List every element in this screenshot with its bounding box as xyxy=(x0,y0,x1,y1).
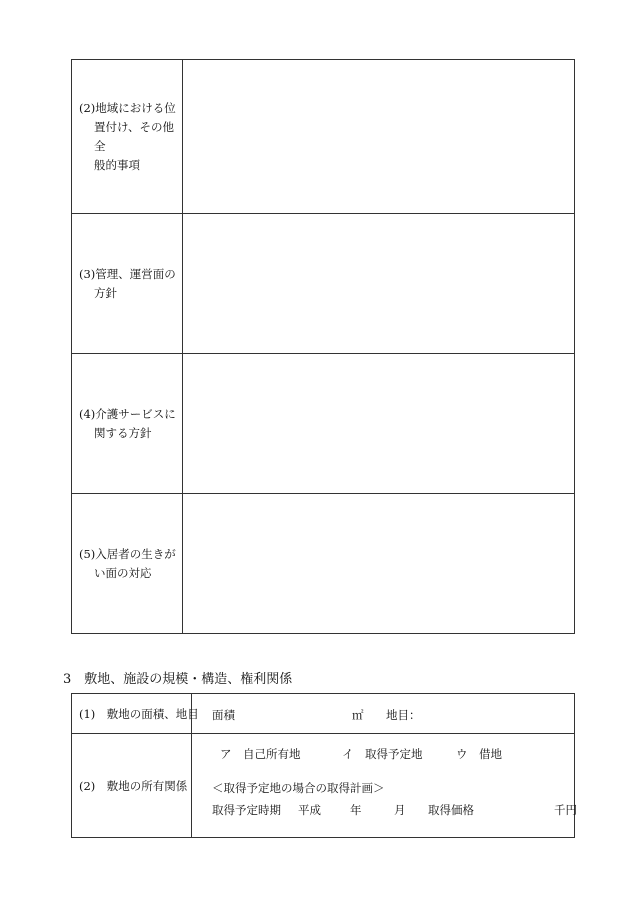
acquisition-period-label: 取得予定時期 xyxy=(212,803,281,817)
month-label: 月 xyxy=(394,803,406,817)
price-label: 取得価格 xyxy=(428,803,474,817)
option-planned-acquisition[interactable]: イ 取得予定地 xyxy=(342,747,423,761)
table-row xyxy=(72,694,575,734)
option-own-land[interactable]: ア 自己所有地 xyxy=(220,747,301,761)
table-row xyxy=(72,214,575,354)
table-row xyxy=(72,494,575,634)
table-row xyxy=(72,354,575,494)
site-ownership-cell xyxy=(192,734,575,838)
section-title: 3 敷地、施設の規模・構造、権利関係 xyxy=(63,672,293,687)
row-label-management-policy: (3)管理、運営面の 方針 xyxy=(72,214,183,354)
site-ownership-label: (2) 敷地の所有関係 xyxy=(72,734,192,838)
acquisition-plan-heading: ＜取得予定地の場合の取得計画＞ xyxy=(212,781,385,795)
row-content-management-policy[interactable] xyxy=(183,214,575,354)
area-unit: ㎡ xyxy=(352,708,364,722)
option-leased-land[interactable]: ウ 借地 xyxy=(456,747,502,761)
upper-policy-table xyxy=(71,59,575,634)
row-label-resident-life: (5)入居者の生きが い面の対応 xyxy=(72,494,183,634)
site-area-label: (1) 敷地の面積、地目 xyxy=(72,694,192,734)
site-area-cell[interactable] xyxy=(192,694,575,734)
land-category-label: 地目： xyxy=(386,708,421,722)
site-table xyxy=(71,693,575,838)
row-content-regional-position[interactable] xyxy=(183,60,575,214)
row-label-regional-position: (2)地域における位 置付け、その他全 般的事項 xyxy=(72,60,183,214)
table-row xyxy=(72,734,575,838)
table-row xyxy=(72,60,575,214)
row-label-care-service-policy: (4)介護サービスに 関する方針 xyxy=(72,354,183,494)
year-label: 年 xyxy=(350,803,362,817)
era-label: 平成 xyxy=(298,803,321,817)
row-content-care-service-policy[interactable] xyxy=(183,354,575,494)
price-unit: 千円 xyxy=(554,803,577,817)
row-content-resident-life[interactable] xyxy=(183,494,575,634)
area-label: 面積 xyxy=(212,708,235,722)
